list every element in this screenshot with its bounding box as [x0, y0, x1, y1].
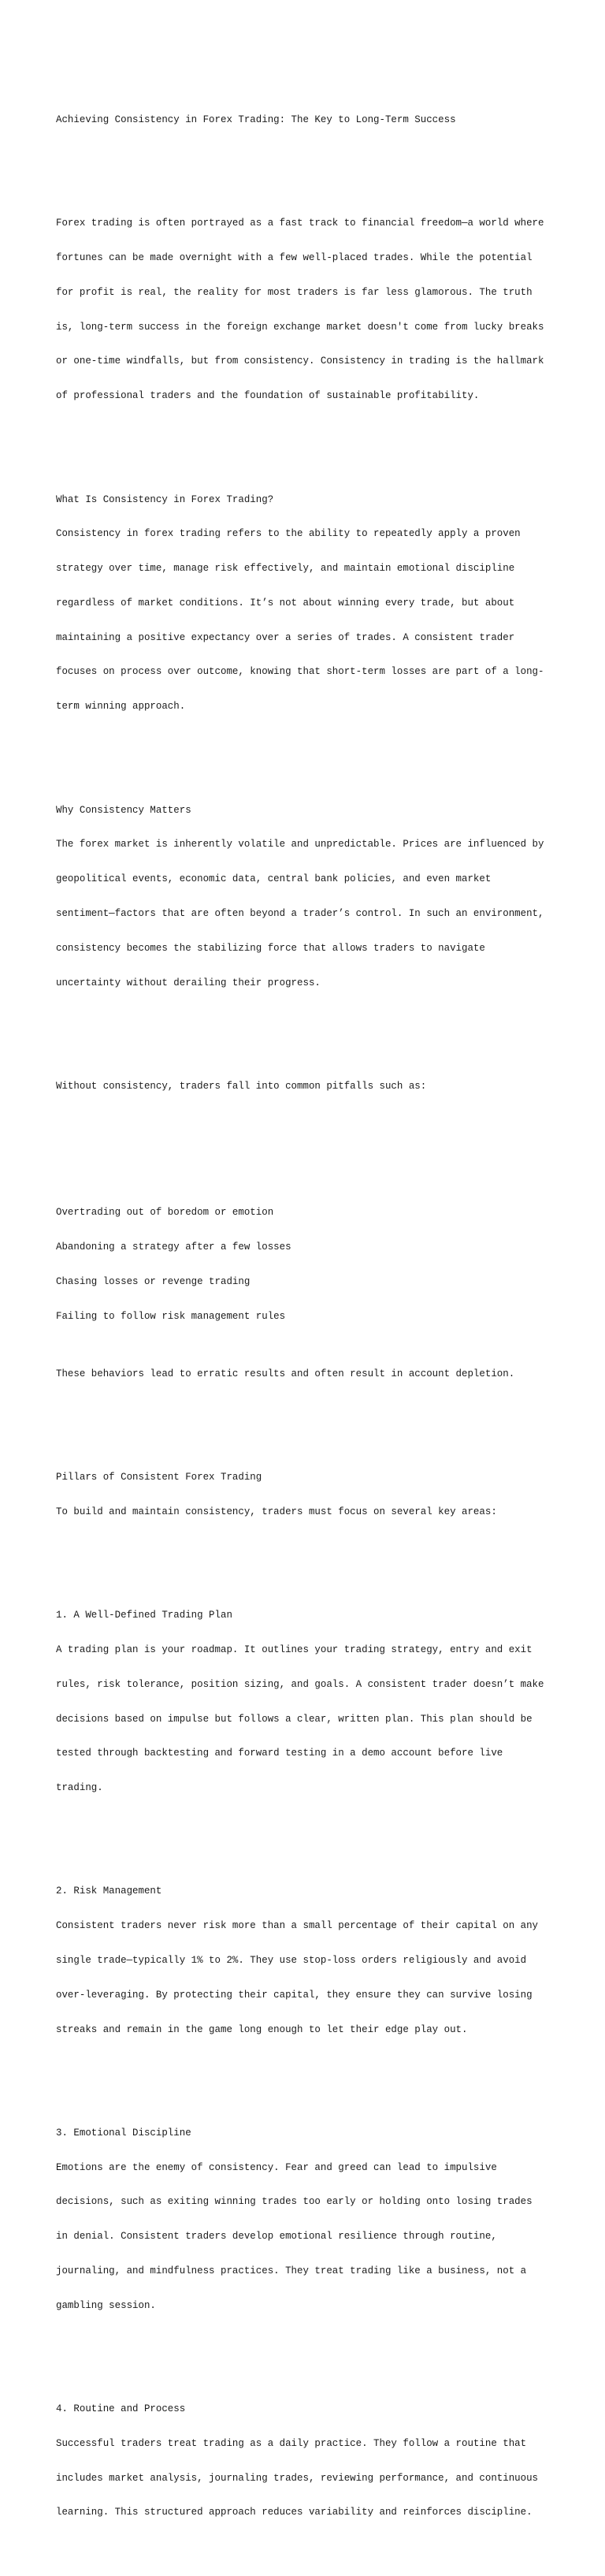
text-line: rules, risk tolerance, position sizing, and goals. A consistent trader doesn’t make [56, 1678, 544, 1690]
text-line: Without consistency, traders fall into common pitfalls such as: [56, 1080, 427, 1092]
section-heading: 1. A Well-Defined Trading Plan [56, 1610, 232, 1621]
text-line: or one-time windfalls, but from consistency. Consistency in trading is the hallmark [56, 356, 544, 367]
text-line: term winning approach. [56, 701, 186, 713]
text-line: strategy over time, manage risk effectively, and maintain emotional discipline [56, 563, 515, 575]
list-item: Abandoning a strategy after a few losses [56, 1241, 291, 1253]
text-line: To build and maintain consistency, traders must focus on several key areas: [56, 1506, 497, 1517]
text-line: for profit is real, the reality for most traders is far less glamorous. The truth [56, 286, 533, 298]
list-item: Chasing losses or revenge trading [56, 1275, 251, 1287]
pillar-trading-plan [56, 1587, 560, 1817]
why-matters-section [56, 781, 560, 1011]
document-page [56, 57, 560, 2576]
section-heading: 3. Emotional Discipline [56, 2127, 191, 2139]
text-line: geopolitical events, economic data, central bank policies, and even market [56, 873, 492, 885]
intro-paragraph [56, 195, 560, 425]
what-is-section [56, 471, 560, 735]
text-line: Consistent traders never risk more than a small percentage of their capital on any [56, 1920, 539, 1932]
section-heading: Why Consistency Matters [56, 804, 191, 816]
text-line: consistency becomes the stabilizing force that allows traders to navigate [56, 942, 485, 954]
text-line: decisions, such as exiting winning trades too early or holding onto losing trades [56, 2196, 533, 2208]
text-line: fortunes can be made overnight with a few well-placed trades. While the potential [56, 252, 533, 264]
text-line: single trade—typically 1% to 2%. They use stop-loss orders religiously and avoid [56, 1954, 527, 1966]
text-line: tested through backtesting and forward testing in a demo account before live [56, 1748, 503, 1759]
text-line: streaks and remain in the game long enough to let their edge play out. [56, 2023, 468, 2035]
text-line: learning. This structured approach reduces variability and reinforces discipline. [56, 2507, 533, 2518]
section-heading: What Is Consistency in Forex Trading? [56, 493, 274, 505]
section-heading: Pillars of Consistent Forex Trading [56, 1472, 262, 1483]
text-line: A trading plan is your roadmap. It outlines your trading strategy, entry and exit [56, 1644, 533, 1655]
list-item: Failing to follow risk management rules [56, 1310, 286, 1322]
text-line: journaling, and mindfulness practices. They treat trading like a business, not a [56, 2265, 527, 2276]
text-line: decisions based on impulse but follows a clear, written plan. This plan should be [56, 1713, 533, 1725]
text-line: includes market analysis, journaling trades, reviewing performance, and continuous [56, 2472, 539, 2484]
pitfalls-list-block [56, 1161, 560, 1402]
text-line: of professional traders and the foundation of sustainable profitability. [56, 390, 480, 402]
pillar-emotional-discipline [56, 2105, 560, 2335]
title-line: Achieving Consistency in Forex Trading: The Key to Long-Term Success [56, 114, 456, 125]
pitfalls-list [56, 1184, 560, 1345]
text-line: These behaviors lead to erratic results and often result in account depletion. [56, 1368, 515, 1379]
text-line: uncertainty without derailing their progress. [56, 977, 321, 988]
text-line: Forex trading is often portrayed as a fast track to financial freedom—a world where [56, 218, 544, 229]
text-line: is, long-term success in the foreign exchange market doesn't come from lucky breaks [56, 321, 544, 333]
text-line: The forex market is inherently volatile and unpredictable. Prices are influenced by [56, 839, 544, 851]
text-line: Consistency in forex trading refers to the ability to repeatedly apply a proven [56, 528, 521, 540]
text-line: focuses on process over outcome, knowing that short-term losses are part of a long- [56, 666, 544, 678]
document-title [56, 91, 560, 149]
pillars-section [56, 1449, 560, 1541]
list-item: Overtrading out of boredom or emotion [56, 1207, 274, 1219]
text-line: gambling session. [56, 2299, 156, 2311]
text-line: sentiment—factors that are often beyond a trader’s control. In such an environment, [56, 907, 544, 919]
text-line: Successful traders treat trading as a daily practice. They follow a routine that [56, 2437, 527, 2449]
text-line: regardless of market conditions. It’s not about winning every trade, but about [56, 597, 515, 609]
pillar-risk-management [56, 1863, 560, 2058]
section-heading: 2. Risk Management [56, 1885, 162, 1897]
text-line: trading. [56, 1782, 103, 1794]
section-heading: 4. Routine and Process [56, 2403, 186, 2415]
pitfalls-intro [56, 1058, 560, 1115]
text-line: over-leveraging. By protecting their capital, they ensure they can survive losing [56, 1989, 533, 2001]
pillar-routine-process [56, 2381, 560, 2541]
text-line: in denial. Consistent traders develop emotional resilience through routine, [56, 2231, 497, 2243]
text-line: Emotions are the enemy of consistency. Fear and greed can lead to impulsive [56, 2161, 497, 2173]
text-line: maintaining a positive expectancy over a series of trades. A consistent trader [56, 631, 515, 643]
